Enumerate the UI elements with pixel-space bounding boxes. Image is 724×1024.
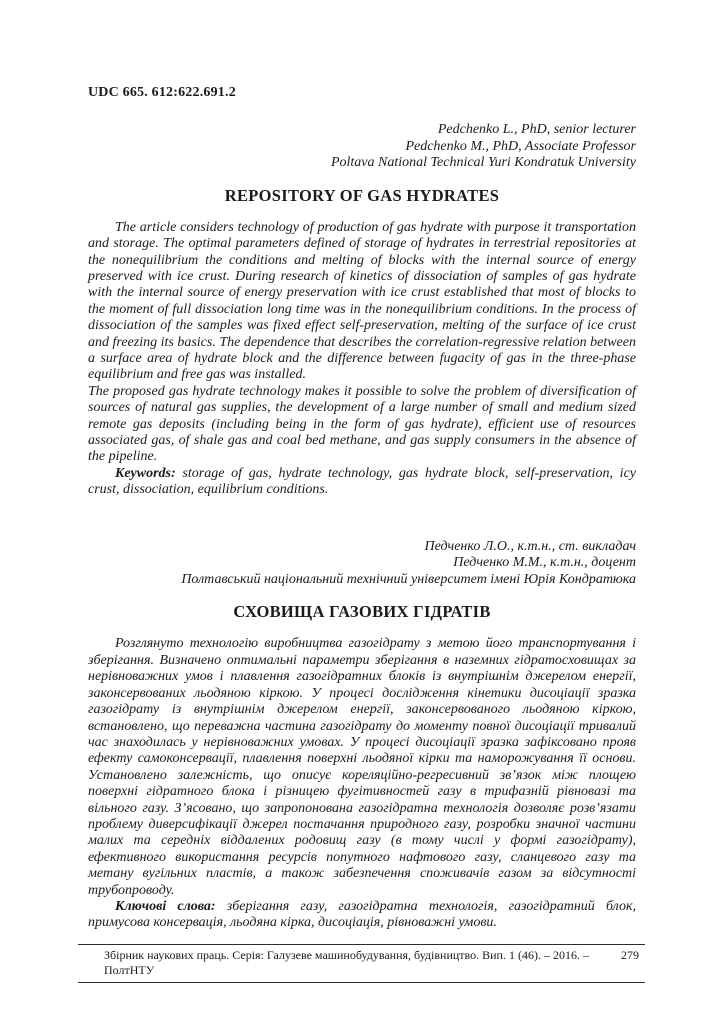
author-line-uk-2: Педченко М.М., к.т.н., доцент: [453, 555, 636, 571]
keywords-uk-label: Ключові слова:: [115, 898, 216, 914]
footer-page-number: 279: [621, 948, 639, 962]
author-line-en-2: Pedchenko M., PhD, Associate Professor: [405, 138, 636, 154]
udc-code: UDC 665. 612:622.691.2: [88, 85, 236, 100]
authors-block-en: [88, 122, 636, 172]
keywords-en-list: storage of gas, hydrate technology, gas hydrate block, self-preservation, icy crust, dissociation, equilibrium conditions.: [88, 465, 636, 498]
keywords-en-label: Keywords:: [115, 465, 176, 481]
keywords-uk-list: зберігання газу, газогідратна технологія, газогідратний блок, примусова консервація, льодяна кірка, дисоціація, рівноважні умови.: [88, 898, 636, 931]
affiliation-en: Poltava National Technical Yuri Kondratuk University: [330, 155, 636, 171]
author-line-uk-1: Педченко Л.О., к.т.н., ст. викладач: [424, 538, 636, 554]
affiliation-uk: Полтавський національний технічний університет імені Юрія Кондратюка: [181, 571, 636, 587]
abstract-en-paragraph-2: The proposed gas hydrate technology makes it possible to solve the problem of diversification of sources of natural gas supplies, the development of a large number of small and medium sized remote gas deposits (including being in the form of gas hydrate), efficient use of resources associated gas, of shale gas and coal bed methane, and gas supply consumers in the absence of the pipeline.: [88, 383, 636, 465]
article-title-uk: СХОВИЩА ГАЗОВИХ ГІДРАТІВ: [233, 602, 491, 622]
authors-block-uk: [88, 539, 636, 589]
article-title-en: REPOSITORY OF GAS HYDRATES: [224, 185, 500, 205]
keywords-en: [88, 466, 636, 499]
footer-citation: Збірник наукових праць. Серія: Галузеве машинобудування, будівництво. Вип. 1 (46). – 2016. – ПолтНТУ: [104, 948, 589, 977]
keywords-uk: [88, 899, 636, 932]
abstract-en-paragraph-1: The article considers technology of production of gas hydrate with purpose it transportation and storage. The optimal parameters defined of storage of hydrates in terrestrial repositories at the nonequilibrium the conditions and melting of blocks with the internal source of energy preserved with ice crust. During research of kinetics of dissociation of samples of gas hydrate with the internal source of energy preservation with ice crust established that most of blocks to the moment of full dissociation long time was in the nonequilibrium conditions. In the process of dissociation of the samples was fixed effect self-preservation, melting of the surface of ice crust and freezing its basics. The dependence that describes the correlation-regressive relation between a surface area of hydrate block and the difference between fugacity of gas in the three-phase equilibrium and free gas was installed.: [88, 219, 636, 383]
abstract-uk: Розглянуто технологію виробництва газогідрату з метою його транспортування і зберігання. Визначено оптимальні параметри зберігання в наземних гідратосховищах за нерівноважних умов і плавлення газогідратних блоків із внутрішнім джерелом енергії, законсервованих льодяною кіркою. У процесі дослідження кінетики дисоціації зразка газогідрату із внутрішнім джерелом енергії, законсервованого льодяною кіркою, встановлено, що переважна частина газогідрату до моменту повної дисоціації тривалий час знаходилась у нерівноважних умовах. У процесі дисоціації зразка зафіксовано прояв ефекту самоконсервації, плавлення поверхні льодяної кірки та наморожування її основи. Установлено залежність, що описує кореляційно-регресивний зв’язок між площею поверхні гідратного блока і різницею фугітивностей газу в трифазній рівновазі та вільного газу. З’ясовано, що запропонована газогідратна технологія дозволяє розв’язати проблему диверсифікації джерел постачання природного газу, розробки значної частини малих та середніх віддалених родовищ газу (в тому числі у формі газогідрату), ефективного використання ресурсів попутного нафтового газу, сланцевого газу та метану вугільних пластів, а також забезпечення споживачів газом за відсутності трубопроводу.: [88, 636, 636, 898]
page-footer: [78, 944, 645, 983]
author-line-en-1: Pedchenko L., PhD, senior lecturer: [437, 122, 636, 137]
